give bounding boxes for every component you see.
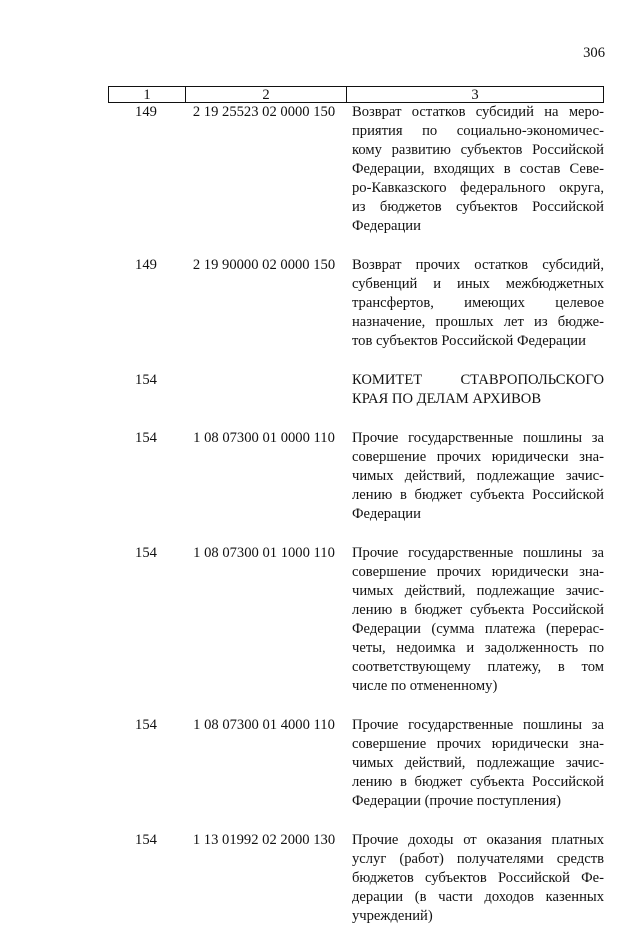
row-description [352,371,604,409]
row-description [352,429,604,524]
row-admin-code: 154 [135,717,157,733]
description-line: совершение прочих юридически зна- [352,736,604,752]
description-line: лению в бюджет субъекта Российской [352,487,604,503]
description-line: Федерации [352,506,421,522]
row-admin-code: 154 [135,832,157,848]
description-line: кому развитию субъектов Российской [352,142,604,158]
description-line: КОМИТЕТ СТАВРОПОЛЬСКОГО [352,372,604,388]
description-line: Возврат прочих остатков субсидий, [352,257,604,273]
description-line: чимых действий, подлежащие зачис- [352,583,604,599]
page-number: 306 [583,45,605,61]
row-budget-code: 1 13 01992 02 2000 130 [192,832,336,848]
row-admin-code: 154 [135,372,157,388]
description-line: лению в бюджет субъекта Российской [352,774,604,790]
row-budget-code: 1 08 07300 01 0000 110 [193,430,335,446]
description-line: ро-Кавказского федерального округа, [352,180,604,196]
row-description [352,103,604,236]
description-line: приятия по социально-экономичес- [352,123,604,139]
row-budget-code: 2 19 25523 02 0000 150 [192,104,336,120]
row-budget-code: 1 08 07300 01 1000 110 [193,545,335,561]
description-line: Прочие государственные пошлины за [352,717,604,733]
row-budget-code [184,371,344,409]
description-line: Федерации (прочие поступления) [352,793,561,809]
row-admin-code: 154 [135,430,157,446]
description-line: бюджетов субъектов Российской Фе- [352,870,604,886]
table-row [108,716,604,811]
header-col-1: 1 [109,87,186,102]
row-admin-code: 149 [135,104,157,120]
description-line: Федерации, входящих в состав Севе- [352,161,604,177]
row-description [352,256,604,351]
description-line: Возврат остатков субсидий на меро- [352,104,604,120]
row-budget-code: 2 19 90000 02 0000 150 [192,257,336,273]
row-description [352,831,604,926]
table-row [108,103,604,236]
table-row [108,256,604,351]
table-header [108,86,604,103]
description-line: услуг (работ) получателями средств [352,851,604,867]
description-line: Федерации [352,218,421,234]
header-col-2: 2 [186,87,347,102]
row-admin-code: 154 [135,545,157,561]
description-line: назначение, прошлых лет из бюдже- [352,314,604,330]
table-row [108,429,604,524]
row-description [352,716,604,811]
description-line: учреждений) [352,908,433,924]
description-line: трансфертов, имеющих целевое [352,295,604,311]
description-line: субвенций и иных межбюджетных [352,276,604,292]
header-col-3: 3 [471,87,479,103]
description-line: чимых действий, подлежащие зачис- [352,755,604,771]
table-row [108,371,604,409]
row-description [352,544,604,696]
row-budget-code: 1 08 07300 01 4000 110 [193,717,335,733]
description-line: дерации (в части доходов казенных [352,889,604,905]
table-row [108,544,604,696]
description-line: Прочие государственные пошлины за [352,430,604,446]
table-row [108,831,604,926]
description-line: числе по отмененному) [352,678,498,694]
description-line: четы, недоимка и задолженность по [352,640,604,656]
description-line: совершение прочих юридически зна- [352,449,604,465]
description-line: Прочие доходы от оказания платных [352,832,604,848]
description-line: Федерации (сумма платежа (перерас- [352,621,604,637]
table-body [108,103,604,946]
description-line: КРАЯ ПО ДЕЛАМ АРХИВОВ [352,391,542,407]
description-line: тов субъектов Российской Федерации [352,333,586,349]
description-line: чимых действий, подлежащие зачис- [352,468,604,484]
row-admin-code: 149 [135,257,157,273]
description-line: соответствующему платежу, в том [352,659,604,675]
description-line: Прочие государственные пошлины за [352,545,604,561]
description-line: лению в бюджет субъекта Российской [352,602,604,618]
description-line: совершение прочих юридически зна- [352,564,604,580]
description-line: из бюджетов субъектов Российской [352,199,604,215]
